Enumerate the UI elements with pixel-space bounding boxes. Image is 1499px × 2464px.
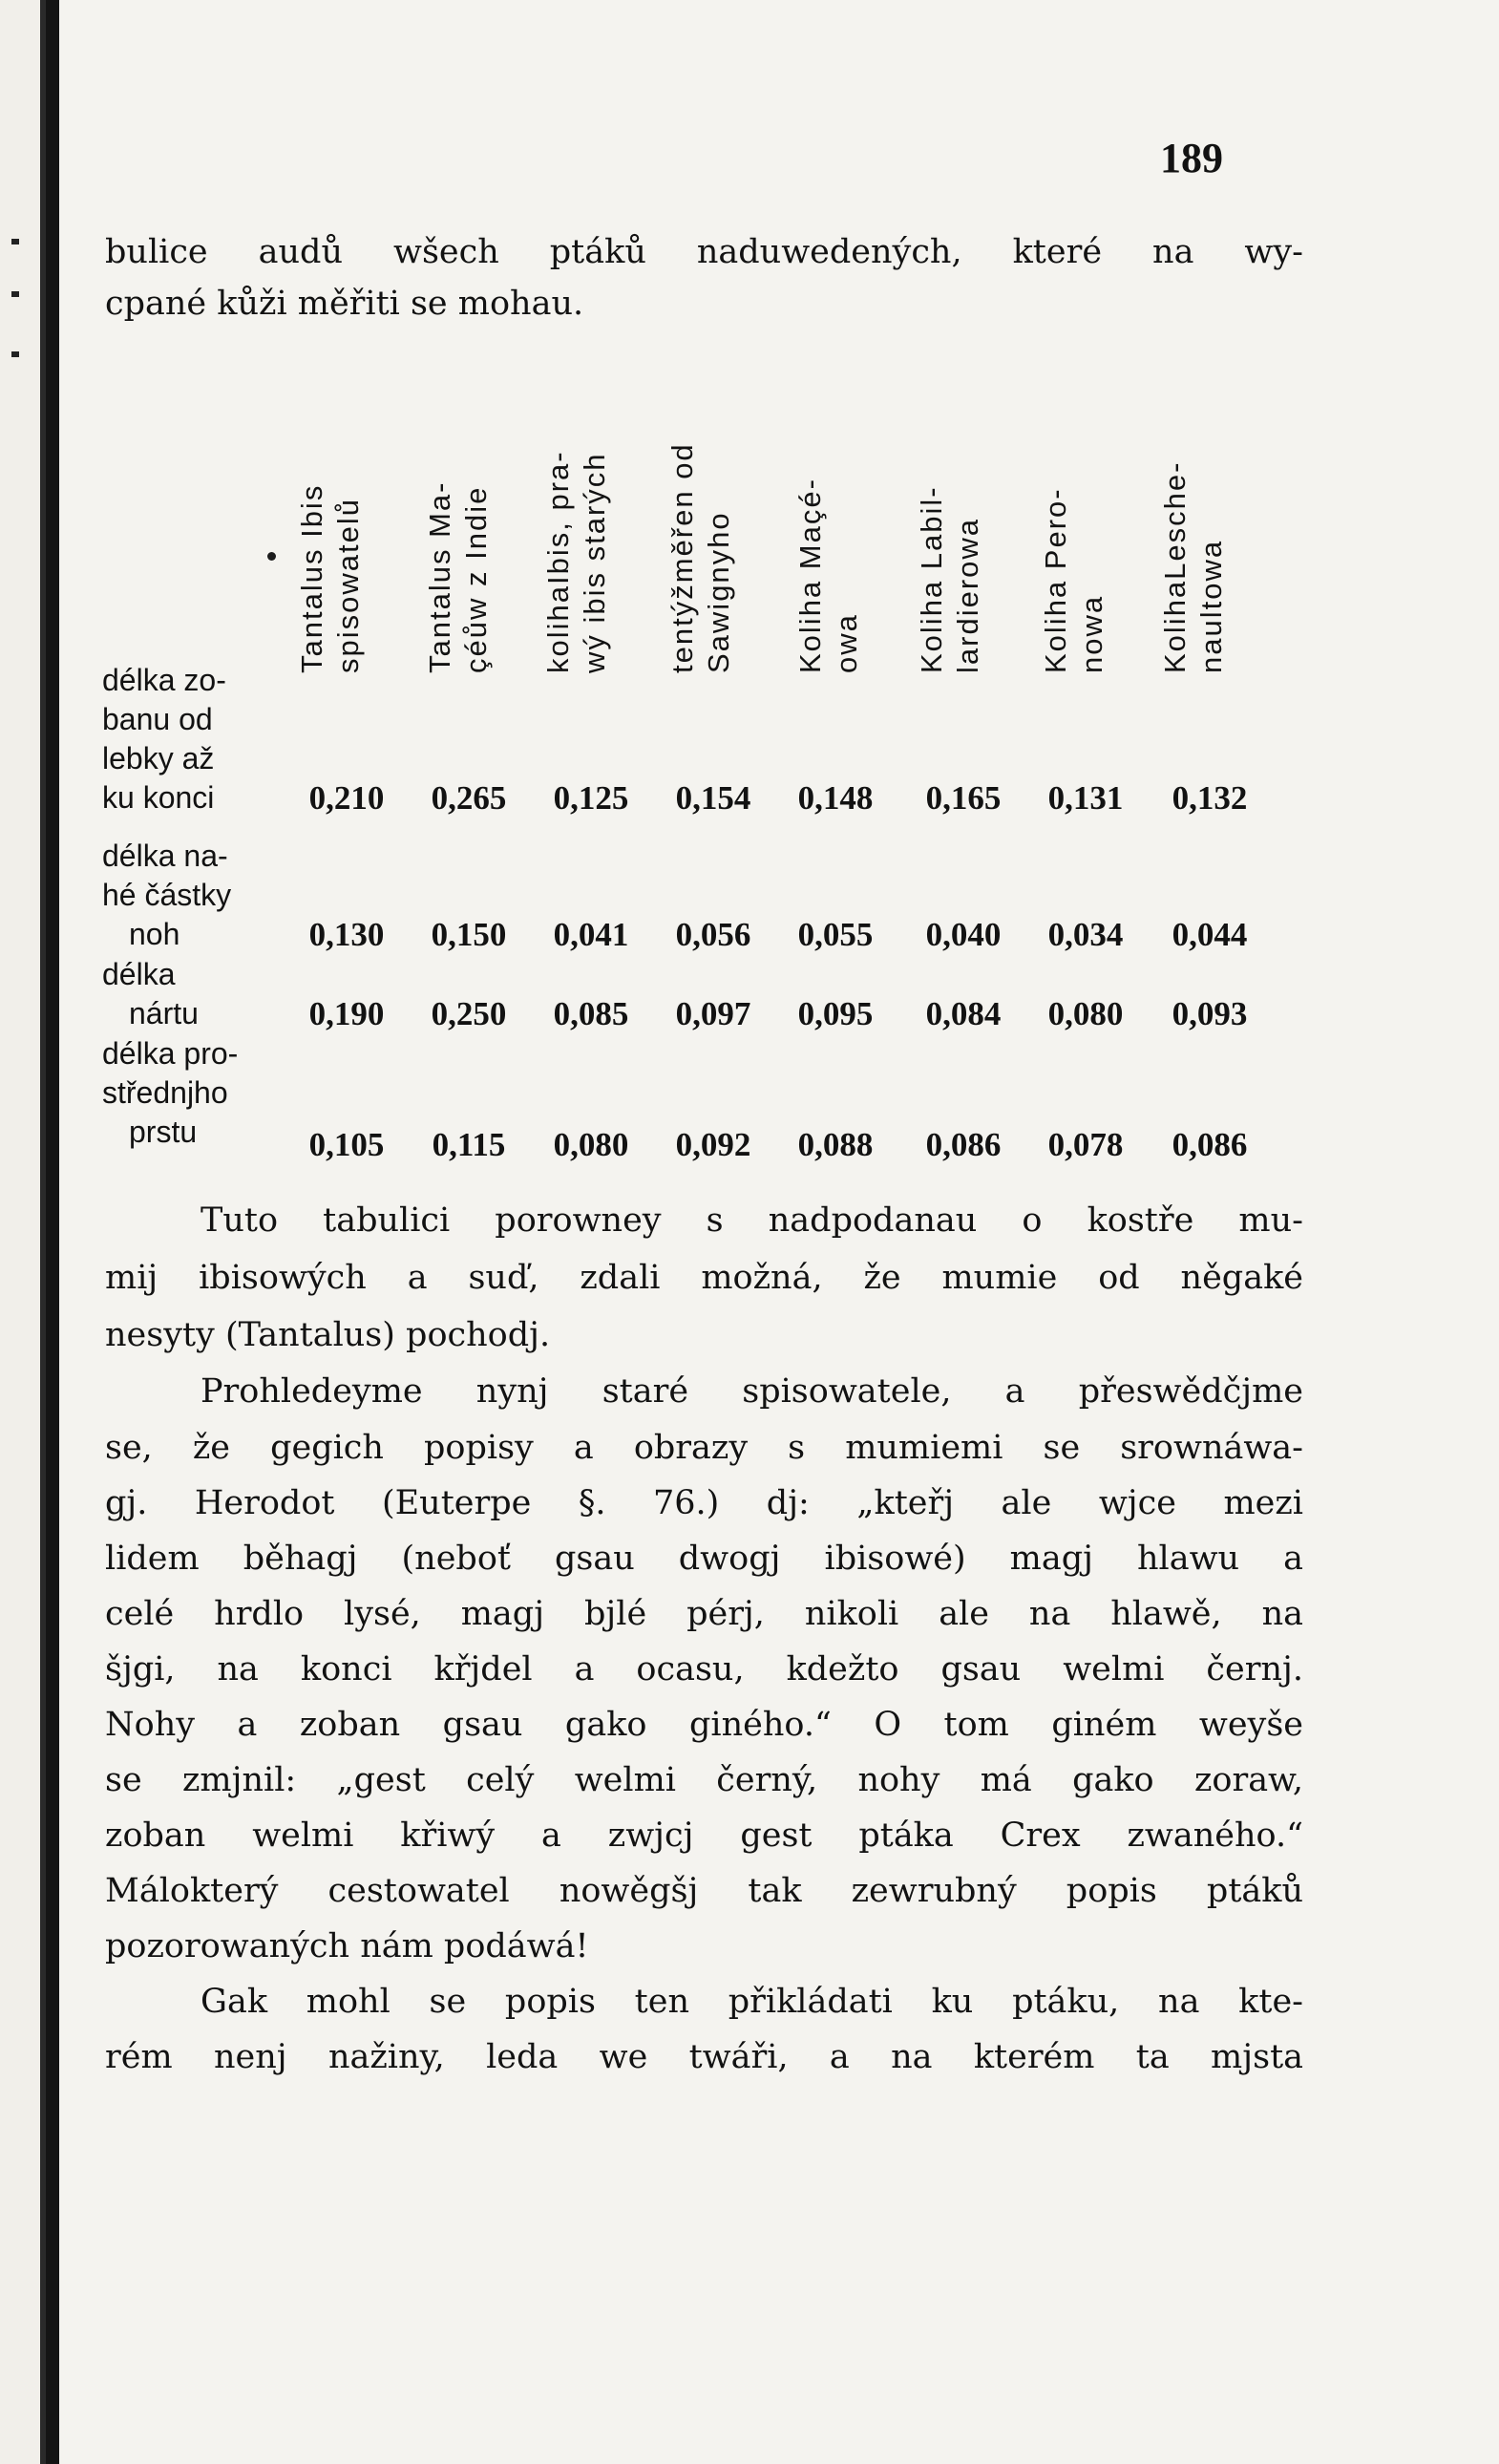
table-cell: 0,041 [553, 916, 629, 953]
column-header: KolihaLesche- naultowa [1158, 460, 1228, 673]
table-cell: 0,132 [1172, 779, 1248, 817]
table-cell: 0,115 [432, 1126, 506, 1163]
book-page [59, 0, 1499, 2464]
table-cell: 0,040 [925, 916, 1002, 953]
table-cell: 0,084 [925, 995, 1002, 1032]
body-line: se, že gegich popisy a obrazy s mumiemi se srownáwa- [105, 1429, 1303, 1467]
previous-page-edge [0, 0, 46, 2464]
row-label: délka pro- střednjho prstu [102, 1036, 239, 1149]
table-cell: 0,154 [675, 779, 751, 817]
ink-dot [267, 552, 276, 561]
column-header: kolihaIbis, pra- wý ibis starých [541, 450, 611, 673]
table-cell: 0,150 [431, 916, 507, 953]
column-header: tentýžměřen od Sawignyho [665, 442, 735, 673]
table-cell: 0,125 [553, 779, 629, 817]
body-line: gj. Herodot (Euterpe §. 76.) dj: „kteřj ale wjce mezi [105, 1484, 1303, 1522]
table-cell: 0,078 [1047, 1126, 1124, 1163]
column-header: Koliha Maçé- owa [793, 478, 863, 673]
table-cell: 0,093 [1172, 995, 1248, 1032]
column-header: Tantalus Ibis spisowatelů [295, 483, 365, 673]
table-cell: 0,092 [675, 1126, 751, 1163]
body-line: lidem běhagj (neboť gsau dwogj ibisowé) magj hlawu a [105, 1540, 1303, 1578]
table-cell: 0,250 [431, 995, 507, 1032]
body-line: Gak mohl se popis ten přikládati ku ptáku, na kte- [201, 1983, 1303, 2021]
table-cell: 0,190 [308, 995, 385, 1032]
table-cell: 0,148 [797, 779, 874, 817]
table-cell: 0,131 [1047, 779, 1124, 817]
body-line: Nohy a zoban gsau gako giného.“ O tom giném weyše [105, 1706, 1303, 1744]
table-cell: 0,165 [925, 779, 1002, 817]
table-cell: 0,086 [925, 1126, 1002, 1163]
row-label: délka na- hé částky noh [102, 839, 232, 951]
table-cell: 0,034 [1047, 916, 1124, 953]
row-label: délka zo- banu od lebky až ku konci [102, 663, 226, 815]
page-number: 189 [1160, 135, 1223, 181]
table-cell: 0,265 [431, 779, 507, 817]
table-cell: 0,130 [308, 916, 385, 953]
body-line: mij ibisowých a suď, zdali možná, že mumie od něgaké [105, 1259, 1303, 1297]
intro-line: cpané kůži měřiti se mohau. [105, 285, 584, 323]
body-line: nesyty (Tantalus) pochodj. [105, 1316, 551, 1354]
table-cell: 0,085 [553, 995, 629, 1032]
table-cell: 0,044 [1172, 916, 1248, 953]
table-cell: 0,105 [308, 1126, 385, 1163]
table-cell: 0,056 [675, 916, 751, 953]
body-line: rém nenj nažiny, leda we twáři, a na kterém ta mjsta [105, 2038, 1303, 2076]
column-header: Tantalus Ma- çéůw z Indie [423, 480, 493, 673]
row-label: délka nártu [102, 957, 199, 1030]
table-cell: 0,080 [553, 1126, 629, 1163]
table-cell: 0,210 [308, 779, 385, 817]
body-line: Málokterý cestowatel nowěgšj tak zewrubný popis ptáků [105, 1872, 1303, 1910]
table-cell: 0,086 [1172, 1126, 1248, 1163]
table-cell: 0,088 [797, 1126, 874, 1163]
column-header: Koliha Pero- nowa [1039, 487, 1108, 673]
body-line: Tuto tabulici porowney s nadpodanau o kostře mu- [201, 1201, 1303, 1240]
body-line: zoban welmi křiwý a zwjcj gest ptáka Crex zwaného.“ [105, 1816, 1303, 1855]
body-line: celé hrdlo lysé, magj bjlé pérj, nikoli ale na hlawě, na [105, 1595, 1303, 1633]
column-header: Koliha Labil- lardierowa [915, 485, 984, 673]
body-line: Prohledeyme nynj staré spisowatele, a přeswědčjme [201, 1372, 1303, 1411]
table-cell: 0,080 [1047, 995, 1124, 1032]
body-line: pozorowaných nám podáwá! [105, 1927, 589, 1965]
body-line: šjgi, na konci křjdel a ocasu, kdežto gsau welmi černj. [105, 1650, 1303, 1689]
body-line: se zmjnil: „gest celý welmi černý, nohy má gako zoraw, [105, 1761, 1303, 1799]
table-cell: 0,055 [797, 916, 874, 953]
intro-line: bulice audů wšech ptáků naduwedených, které na wy- [105, 233, 1303, 271]
table-cell: 0,097 [675, 995, 751, 1032]
table-cell: 0,095 [797, 995, 874, 1032]
